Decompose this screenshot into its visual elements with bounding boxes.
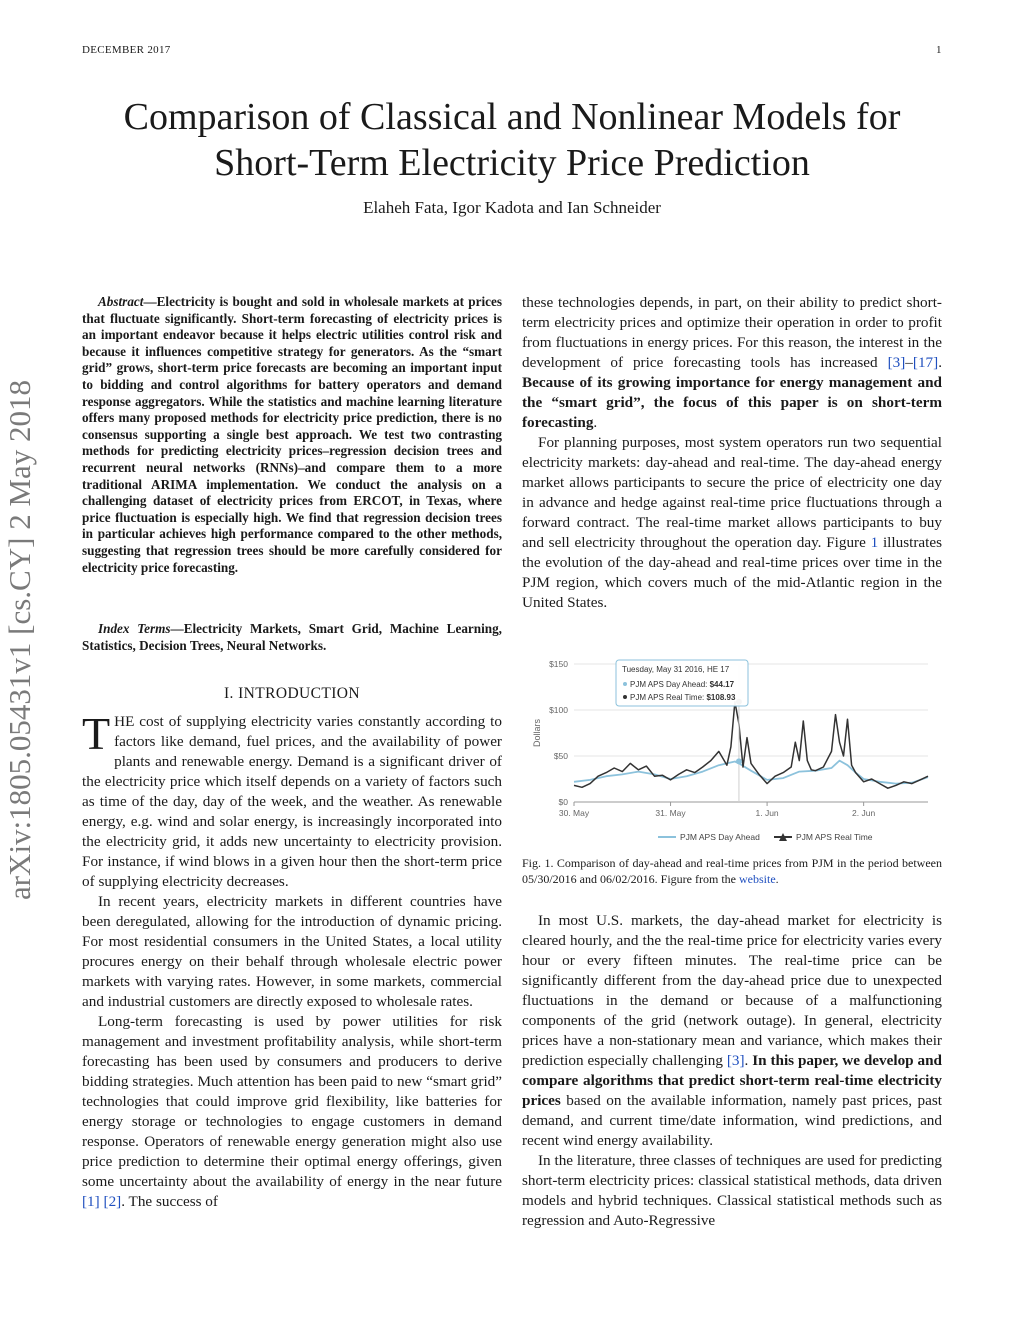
running-header-date: DECEMBER 2017 bbox=[82, 44, 171, 56]
drop-cap: T bbox=[82, 708, 111, 759]
x-tick-label: 1. Jun bbox=[755, 808, 779, 818]
day-ahead-hover-point bbox=[736, 758, 742, 764]
x-tick-label: 2. Jun bbox=[852, 808, 876, 818]
tooltip-real-time: PJM APS Real Time: $108.93 bbox=[630, 693, 736, 702]
paragraph: Long-term forecasting is used by power utilities for risk management and investment profitability analysis, while short-term forecasting has been used by consumers and producers to derive bidding strategies. Much attention has been paid to new “smart grid” technologies that could improve grid flexibility, like batteries for energy storage or technologies to engage customers in demand response. Operators of renewable energy generation might also use price prediction to determine their optimal energy offerings, given some uncertainty about the availability of energy in the near future [1] [2]. The success of bbox=[82, 1013, 502, 1210]
paper-title bbox=[0, 94, 1024, 186]
tooltip-real-time-marker bbox=[623, 695, 627, 699]
title-line-1: Comparison of Classical and Nonlinear Models for bbox=[123, 96, 901, 138]
authors: Elaheh Fata, Igor Kadota and Ian Schneider bbox=[363, 198, 661, 217]
x-tick-label: 30. May bbox=[558, 808, 590, 818]
paragraph: these technologies depends, in part, on their ability to predict short-term electricity prices and optimize their operation in order to profit from fluctuations in energy prices. For this reason, the interest in the development of price forecasting tools has increased [3]–[17]. Because of its growing importance for energy management and the “smart grid”, the focus of this paper is on short-term forecasting. bbox=[522, 294, 942, 431]
paragraph: In recent years, electricity markets in different countries have been deregulated, allowing for the introduction of dynamic pricing. For most residential consumers in the United States, a local utility procures energy on their behalf through wholesale electric power markets with varying rates. However, in some markets, commercial and industrial customers are directly exposed to wholesale rates. bbox=[82, 893, 502, 1010]
paragraph: In the literature, three classes of techniques are used for predicting short-term electricity prices: classical statistical methods, data driven models and hybrid techniques. Classical statistical methods such as regression and Auto-Regressive bbox=[522, 1152, 942, 1229]
x-tick-label: 31. May bbox=[655, 808, 686, 818]
tooltip-day-ahead-value: $44.17 bbox=[709, 680, 735, 689]
left-column-body bbox=[82, 708, 502, 1212]
y-tick-label: $100 bbox=[549, 705, 568, 715]
index-terms-label: Index Terms bbox=[98, 621, 171, 636]
citation-link[interactable]: [17] bbox=[912, 354, 939, 371]
tooltip-title: Tuesday, May 31 2016, HE 17 bbox=[622, 665, 730, 674]
index-terms bbox=[82, 621, 502, 654]
paragraph: In most U.S. markets, the day-ahead market for electricity is cleared hourly, and the the real-time price for electricity varies every hour or every fifteen minutes. The real-time price can be significantly different from the day-ahead price due to unexpected fluctuations in the demand or because of a malfunctioning components of the grid (network outage). In general, electricity prices have a non-stationary mean and variance, which makes their prediction especially challenging [3]. In this paper, we develop and compare algorithms that predict short-term real-time electricity prices based on the available information, namely past prices, past demand, and current time/date information, wind predictions, and recent wind energy availability. bbox=[522, 912, 942, 1149]
y-tick-label: $150 bbox=[549, 659, 568, 669]
emphasis: Because of its growing importance for energy management and the “smart grid”, the focus of this paper is on short-term forecasting bbox=[522, 374, 942, 431]
arxiv-identifier: arXiv:1805.05431v1 [cs.CY] 2 May 2018 bbox=[2, 379, 37, 901]
index-terms-text: —Electricity Markets, Smart Grid, Machine Learning, Statistics, Decision Trees, Neural Networks. bbox=[82, 621, 502, 653]
figure-reference-link[interactable]: 1 bbox=[870, 534, 879, 551]
citation-link[interactable]: [3] bbox=[887, 354, 906, 371]
citation-link[interactable]: [3] bbox=[726, 1052, 745, 1069]
tooltip-day-ahead-marker bbox=[623, 682, 627, 686]
citation-link[interactable]: [1] bbox=[82, 1193, 100, 1210]
y-tick-label: $50 bbox=[553, 751, 568, 761]
figure-caption: Fig. 1. Comparison of day-ahead and real-time prices from PJM in the period between 05/30/2016 and 06/02/2016. Figure from the website. bbox=[522, 856, 942, 886]
tooltip-day-ahead: PJM APS Day Ahead: $44.17 bbox=[630, 680, 735, 689]
right-column-body-top bbox=[522, 293, 942, 613]
emphasis: In this paper, we develop and compare algorithms that predict short-term real-time electricity prices bbox=[522, 1052, 942, 1109]
citation-link[interactable]: [2] bbox=[103, 1193, 122, 1210]
paragraph: For planning purposes, most system operators run two sequential electricity markets: day-ahead and real-time. The day-ahead energy market allows participants to secure the price of electricity one day in advance and hedge against real-time price fluctuations through a forward contract. The real-time market allows participants to buy and sell electricity throughout the operation day. Figure 1 illustrates the evolution of the day-ahead and real-time prices over time in the PJM region, which covers much of the mid-Atlantic region in the United States. bbox=[522, 434, 942, 611]
real-time-series-line bbox=[574, 702, 928, 789]
y-axis-label: Dollars bbox=[532, 718, 542, 748]
right-column-body-bottom bbox=[522, 911, 942, 1231]
website-link[interactable]: website bbox=[738, 872, 776, 886]
y-tick-label: $0 bbox=[558, 797, 568, 807]
abstract bbox=[82, 294, 502, 576]
abstract-text: —Electricity is bought and sold in wholesale markets at prices that fluctuate significantly. Short-term forecasting of electricity prices is an important endeavor because it helps electric utilities control risk and because it influences competitive strategy for generators. As the “smart grid” grows, short-term price forecasts are becoming an important input to bidding and control algorithms for battery operators and demand response aggregators. While the statistics and machine learning literature offers many proposed methods for electricity price prediction, there is no consensus supporting a single best approach. We test two contrasting methods for predicting electricity prices–regression decision trees and recurrent neural networks (RNNs)–and compare them to a more traditional ARIMA implementation. We conduct the analysis on a challenging dataset of electricity prices from ERCOT, in Texas, where price fluctuation is especially high. We find that regression decision trees in particular achieves high performance compared to the other methods, suggesting that regression trees should be more carefully considered for electricity price forecasting. bbox=[82, 294, 502, 575]
abstract-label: Abstract bbox=[98, 294, 144, 309]
tooltip-real-time-value: $108.93 bbox=[706, 693, 736, 702]
title-line-2: Short-Term Electricity Price Prediction bbox=[214, 142, 810, 184]
legend-label-real-time: PJM APS Real Time bbox=[796, 832, 873, 842]
legend-label-day-ahead: PJM APS Day Ahead bbox=[680, 832, 760, 842]
section-heading: I. INTRODUCTION bbox=[223, 685, 360, 702]
page-number: 1 bbox=[936, 44, 942, 56]
price-chart bbox=[528, 656, 938, 851]
paragraph: THE cost of supplying electricity varies constantly according to factors like demand, fuel prices, and the availability of power plants and renewable energy. Demand is a significant driver of the electricity price which itself depends on a variety of factors such as time of the day, day of the week, and the weather. As renewable energy, e.g. wind and solar energy, is increasingly incorporated into the electricity grid, it adds new uncertainty to electricity provision. For instance, if wind blows in a given hour then the short-term price of supplying electricity decreases. bbox=[82, 708, 502, 890]
